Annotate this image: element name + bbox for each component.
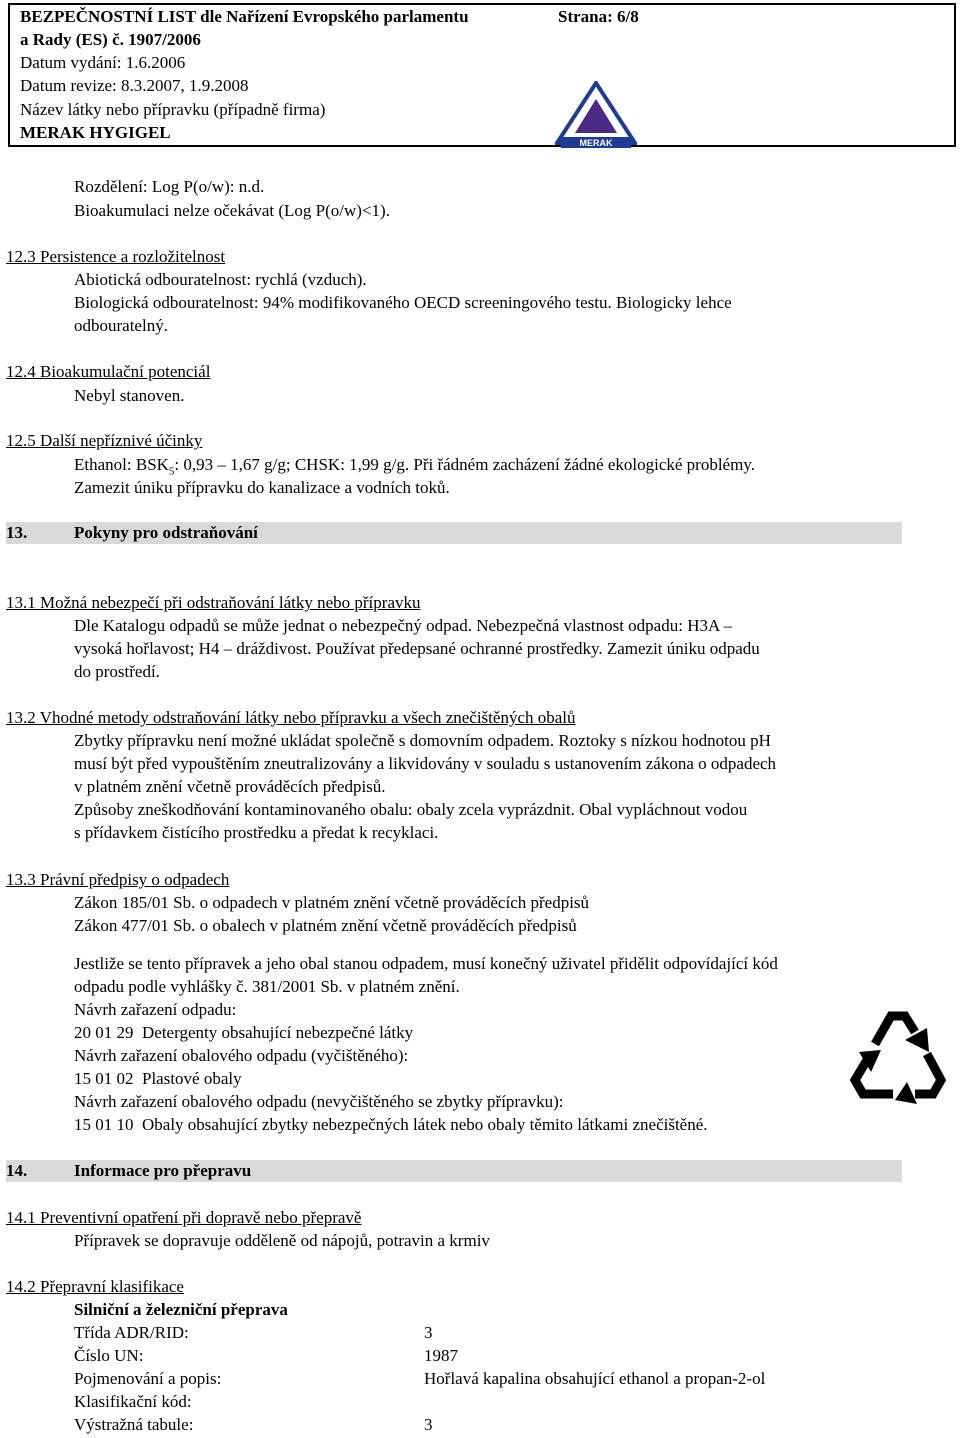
disposal-line: s přídavkem čistícího prostředku a předat k recyklaci. <box>74 823 439 842</box>
persistence-line: Biologická odbouratelnost: 94% modifikovaného OECD screeningového testu. Biologicky lehce <box>74 293 732 312</box>
partition-coefficient: Rozdělení: Log P(o/w): n.d. <box>74 177 265 196</box>
row-label: Pojmenování a popis: <box>74 1369 222 1388</box>
product-name: MERAK HYGIGEL <box>20 123 171 142</box>
law-line: Zákon 185/01 Sb. o odpadech v platném znění včetně prováděcích předpisů <box>74 893 590 912</box>
hazard-line: vysoká hořlavost; H4 – dráždivost. Používat předepsané ochranné prostředky. Zamezit úniku odpadu <box>74 639 760 658</box>
subsection-14-1-heading: 14.1 Preventivní opatření při dopravě nebo přepravě <box>6 1208 362 1227</box>
subsection-12-3-heading: 12.3 Persistence a rozložitelnost <box>6 247 226 266</box>
issue-date: Datum vydání: 1.6.2006 <box>20 53 186 72</box>
hazard-line: do prostředí. <box>74 662 160 681</box>
section-14-heading <box>6 1160 902 1182</box>
waste-code-line: odpadu podle vyhlášky č. 381/2001 Sb. v platném znění. <box>74 977 460 996</box>
row-value: Hořlavá kapalina obsahující ethanol a propan-2-ol <box>424 1369 766 1388</box>
document-title-line1: BEZPEČNOSTNÍ LIST dle Nařízení Evropského parlamentu <box>20 7 469 26</box>
row-value: 3 <box>424 1415 433 1434</box>
document-header <box>8 3 956 147</box>
product-label: Název látky nebo přípravku (případně firma) <box>20 100 326 119</box>
section-number: 13. <box>6 523 28 542</box>
recycle-icon <box>845 1000 957 1104</box>
disposal-line: Zbytky přípravku není možné ukládat společně s domovním odpadem. Roztoky s nízkou hodnotou pH <box>74 731 771 750</box>
persistence-line: odbouratelný. <box>74 316 168 335</box>
subsection-14-2-heading: 14.2 Přepravní klasifikace <box>6 1277 184 1296</box>
law-line: Zákon 477/01 Sb. o obalech v platném znění včetně prováděcích předpisů <box>74 916 577 935</box>
persistence-line: Abiotická odbouratelnost: rychlá (vzduch). <box>74 270 367 289</box>
section-13-heading <box>6 522 902 544</box>
subsection-13-1-heading: 13.1 Možná nebezpečí při odstraňování látky nebo přípravku <box>6 593 421 612</box>
row-label: Třída ADR/RID: <box>74 1323 189 1342</box>
disposal-line: Způsoby zneškodňování kontaminovaného obalu: obaly zcela vyprázdnit. Obal vypláchnout vodou <box>74 800 748 819</box>
ethanol-effects-line: Ethanol: $BSK_5$: 0,93 – 1,67 g/g; CHSK: 1,99 g/g. Při řádném zacházení žádné ekologické problémy. <box>74 455 755 478</box>
row-value: 3 <box>424 1323 433 1342</box>
section-number: 14. <box>6 1161 28 1180</box>
spill-prevention-line: Zamezit úniku přípravku do kanalizace a vodních toků. <box>74 478 450 497</box>
row-label: Výstražná tabule: <box>74 1415 194 1434</box>
waste-code-line: 15 01 10 Obaly obsahující zbytky nebezpečných látek nebo obaly těmito látkami znečištěné. <box>74 1115 708 1134</box>
transport-precaution: Přípravek se dopravuje odděleně od nápojů, potravin a krmiv <box>74 1231 490 1250</box>
row-label: Klasifikační kód: <box>74 1392 192 1411</box>
waste-code-line: 20 01 29 Detergenty obsahující nebezpečné látky <box>74 1023 414 1042</box>
waste-code-line: 15 01 02 Plastové obaly <box>74 1069 242 1088</box>
disposal-line: v platném znění včetně prováděcích předpisů. <box>74 777 386 796</box>
subsection-13-3-heading: 13.3 Právní předpisy o odpadech <box>6 870 230 889</box>
subsection-12-5-heading: 12.5 Další nepříznivé účinky <box>6 431 203 450</box>
revision-date: Datum revize: 8.3.2007, 1.9.2008 <box>20 76 249 95</box>
section-title: Pokyny pro odstraňování <box>74 523 258 542</box>
waste-code-line: Návrh zařazení odpadu: <box>74 1000 237 1019</box>
disposal-line: musí být před vypouštěním zneutralizovány a likvidovány v souladu s ustanovením zákona o odpadech <box>74 754 777 773</box>
row-value: 1987 <box>424 1346 458 1365</box>
page-number: Strana: 6/8 <box>558 7 639 26</box>
svg-text:MERAK: MERAK <box>579 138 613 148</box>
road-rail-transport-heading: Silniční a železniční přeprava <box>74 1300 288 1319</box>
waste-code-line: Jestliže se tento přípravek a jeho obal stanou odpadem, musí konečný uživatel přidělit odpovídající kód <box>74 954 778 973</box>
bioaccumulation-potential-text: Nebyl stanoven. <box>74 386 185 405</box>
subsection-13-2-heading: 13.2 Vhodné metody odstraňování látky nebo přípravku a všech znečištěných obalů <box>6 708 576 727</box>
document-title-line2: a Rady (ES) č. 1907/2006 <box>20 30 201 49</box>
waste-code-line: Návrh zařazení obalového odpadu (nevyčištěného se zbytky přípravku): <box>74 1092 564 1111</box>
subsection-12-4-heading: 12.4 Bioakumulační potenciál <box>6 362 211 381</box>
hazard-line: Dle Katalogu odpadů se může jednat o nebezpečný odpad. Nebezpečná vlastnost odpadu: H3A – <box>74 616 733 635</box>
bioaccumulation-note: Bioakumulaci nelze očekávat (Log P(o/w)<1). <box>74 201 390 220</box>
merak-logo <box>555 81 637 149</box>
row-label: Číslo UN: <box>74 1346 144 1365</box>
section-title: Informace pro přepravu <box>74 1161 252 1180</box>
waste-code-line: Návrh zařazení obalového odpadu (vyčištěného): <box>74 1046 409 1065</box>
